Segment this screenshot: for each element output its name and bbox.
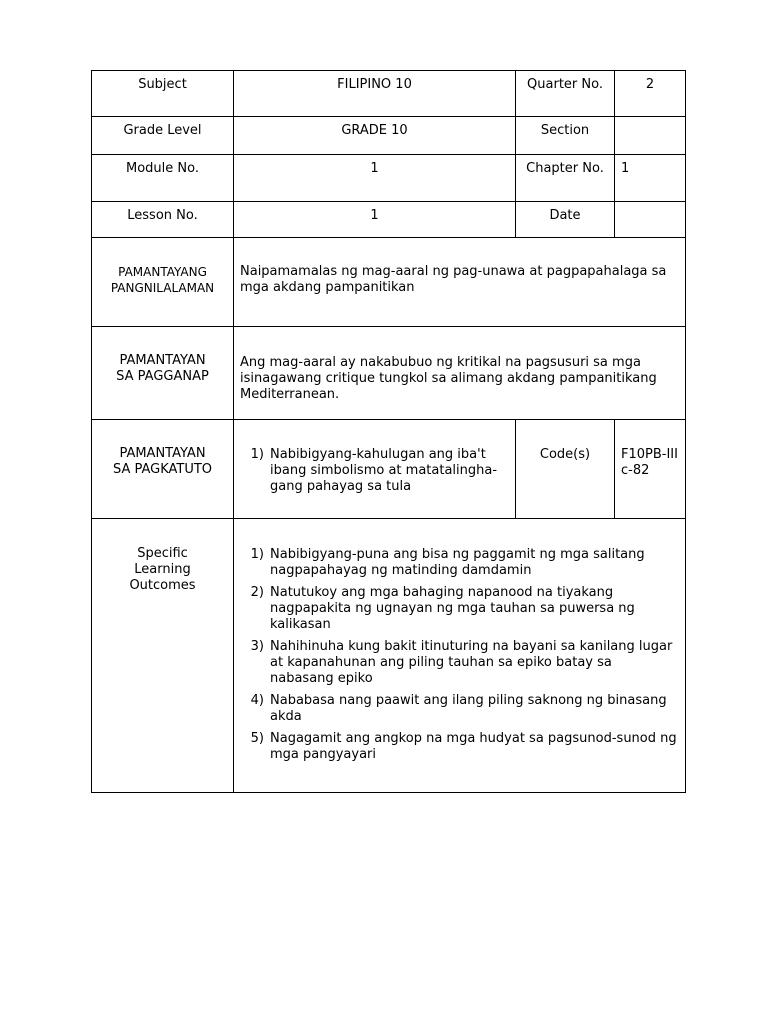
content-standard-row [92,238,686,327]
list-item [240,731,679,763]
code-label: Code(s) [516,420,615,519]
learning-competency-cell [234,420,516,519]
chapter-value: 1 [615,155,686,202]
content-standard-label-line1: PAMANTAYANG [118,265,207,279]
performance-standard-label-line1: PAMANTAYAN [119,353,206,368]
grade-label: Grade Level [92,117,234,155]
module-label: Module No. [92,155,234,202]
module-row [92,155,686,202]
outcomes-label-line1: Specific [137,546,188,561]
item-text: Nahihinuha kung bakit itinuturing na bayani sa kanilang lugar at kapanahunan ang piling tauhan sa epiko batay sa nabasang epiko [270,639,673,686]
quarter-value: 2 [615,71,686,117]
item-text: Nababasa nang paawit ang ilang piling saknong ng binasang akda [270,693,667,724]
quarter-label: Quarter No. [516,71,615,117]
list-item [240,447,509,495]
performance-standard-text: Ang mag-aaral ay nakabubuo ng kritikal na pagsusuri sa mga isinagawang critique tungkol sa alimang akdang pampanitikang Mediterranean. [234,327,686,420]
list-item [240,585,679,633]
outcomes-row [92,519,686,793]
performance-standard-row [92,327,686,420]
item-text: Nagagamit ang angkop na mga hudyat sa pagsunod-sunod ng mga pangyayari [270,731,677,762]
section-label: Section [516,117,615,155]
outcomes-label [92,519,234,793]
performance-standard-label [92,327,234,420]
lesson-label: Lesson No. [92,202,234,238]
subject-value: FILIPINO 10 [234,71,516,117]
lesson-row [92,202,686,238]
module-value: 1 [234,155,516,202]
learning-competency-label [92,420,234,519]
list-item [240,693,679,725]
date-value [615,202,686,238]
item-number: 1) [250,547,264,562]
performance-standard-label-line2: SA PAGGANAP [116,369,209,384]
subject-label: Subject [92,71,234,117]
subject-row [92,71,686,117]
content-standard-text: Naipamamalas ng mag-aaral ng pag-unawa at pagpapahalaga sa mga akdang pampanitikan [234,238,686,327]
outcomes-list [240,547,679,763]
grade-row [92,117,686,155]
item-text: Nabibigyang-puna ang bisa ng paggamit ng mga salitang nagpapahayag ng matinding damdamin [270,547,645,578]
outcomes-label-line3: Outcomes [129,578,196,593]
list-item [240,639,679,687]
competency-list [240,447,509,495]
chapter-label: Chapter No. [516,155,615,202]
outcomes-cell [234,519,686,793]
learning-competency-label-line2: SA PAGKATUTO [112,462,213,477]
content-standard-label-line2: PANGNILALAMAN [110,281,215,295]
lesson-value: 1 [234,202,516,238]
item-number: 4) [250,693,264,708]
date-label: Date [516,202,615,238]
learning-competency-label-line1: PAMANTAYAN [119,446,206,461]
item-number: 2) [250,585,264,600]
item-number: 1) [250,447,264,462]
code-value: F10PB-IIIc-82 [615,420,686,519]
lesson-plan-table [91,70,686,793]
item-text: Natutukoy ang mga bahaging napanood na tiyakang nagpapakita ng ugnayan ng mga tauhan sa puwersa ng kalikasan [270,585,635,632]
section-value [615,117,686,155]
item-number: 3) [250,639,264,654]
item-text: Nabibigyang-kahulugan ang iba't ibang simbolismo at matatalingha-gang pahayag sa tula [270,447,498,494]
outcomes-label-line2: Learning [134,562,191,577]
learning-competency-row [92,420,686,519]
grade-value: GRADE 10 [234,117,516,155]
content-standard-label [92,238,234,327]
item-number: 5) [250,731,264,746]
list-item [240,547,679,579]
